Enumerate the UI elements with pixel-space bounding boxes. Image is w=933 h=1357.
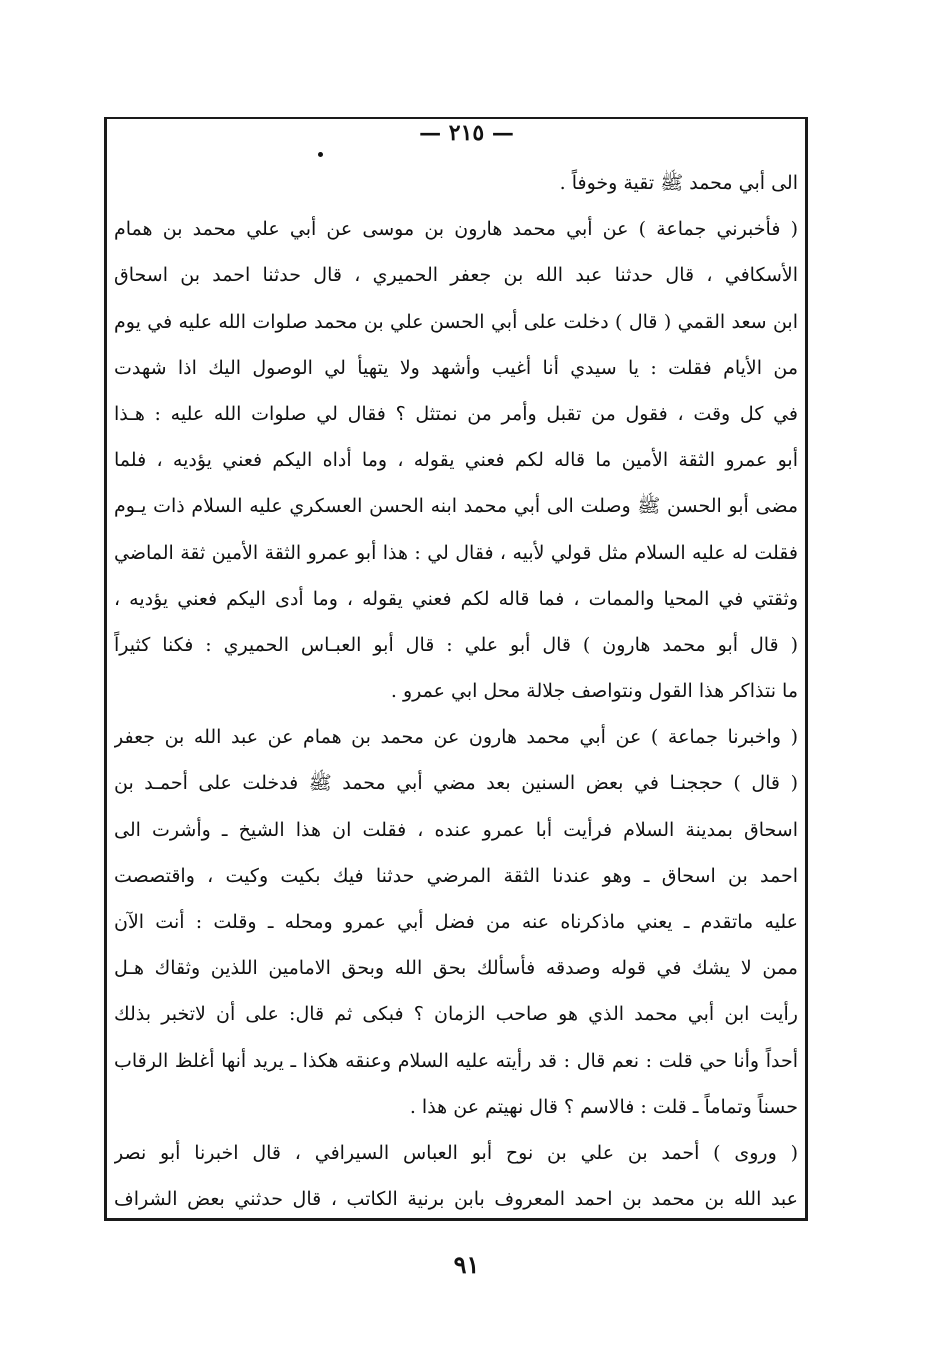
header-page-number: — ٢١٥ —	[419, 120, 514, 146]
text-line-10: وثقتي في المحيا والممات ، فما قاله لكم فعني يقوله ، وما أدى اليكم فعني يؤديه ،	[114, 587, 798, 610]
text-line-23: عبد الله بن محمد بن احمد المعروف بابن برنية الكاتب ، قال حدثني بعض الشراف	[114, 1188, 798, 1211]
text-line-13: ( واخبرنا جماعة ) عن أبي محمد هارون عن محمد بن همام عن عبد الله بن جعفر	[114, 726, 798, 749]
text-line-14: ( قال ) حججنـا في بعض السنين بعد مضي أبي محمد ﷺ فدخلت على أحمـد بن	[114, 772, 798, 795]
text-line-16: احمد بن اسحاق ـ وهو عندنا الثقة المرضي حدثنا فيك بكيت وكيت ، واقتصصت	[114, 864, 798, 887]
text-line-12: ما نتذاكر هذا القول ونتواصف جلالة محل ابي عمرو .	[390, 680, 798, 703]
text-line-7: أبو عمرو الثقة الأمين ما قاله لكم فعني يقوله ، وما أداه اليكم فعني يؤديه ، فلما	[114, 449, 798, 472]
text-line-5: من الأيام فقلت : يا سيدي أنا أغيب وأشهد ولا يتهيأ لي الوصول اليك اذا شهدت	[114, 356, 798, 379]
text-line-3: الأسكافي ، قال حدثنا عبد الله بن جعفر الحميري ، قال حدثنا احمد بن اسحاق	[114, 264, 798, 287]
text-line-19: رأيت ابن أبي محمد الذي هو صاحب الزمان ؟ فبكى ثم قال: على أن لاتخبر بذلك	[114, 1003, 798, 1026]
stray-dot-mark	[318, 152, 323, 157]
text-line-21: حسناً وتماماً ـ قلت : فالاسم ؟ قال نهيتم عن هذا .	[409, 1095, 798, 1118]
footer-page-number: ٩١	[453, 1250, 480, 1279]
text-line-8: مضى أبو الحسن ﷺ وصلت الى أبي محمد ابنه الحسن العسكري عليه السلام ذات يـوم	[114, 495, 798, 518]
text-line-9: فقلت له عليه السلام مثل قولي لأبيه ، فقال لي : هذا أبو عمرو الثقة الأمين ثقة الماضي	[114, 541, 798, 564]
text-line-1: الى أبي محمد ﷺ تقية وخوفاً .	[559, 172, 798, 194]
text-line-4: ابن سعد القمي ( قال ) دخلت على أبي الحسن علي بن محمد صلوات الله عليه في يوم	[114, 310, 798, 333]
text-line-11: ( قال أبو محمد هارون ) قال أبو علي : قال أبو العبـاس الحميري : فكنا كثيراً	[114, 633, 798, 656]
text-line-17: عليه ماتقدم ـ يعني ماذكرناه عنه من فضل أبي عمرو ومحله ـ وقلت : أنت الآن	[114, 911, 798, 933]
text-line-6: في كل وقت ، فقول من تقبل وأمر من نمتثل ؟ فقال لي صلوات الله عليه : هـذا	[114, 402, 798, 425]
text-line-2: ( فأخبرني جماعة ) عن أبي محمد هارون بن موسى عن أبي علي محمد بن همام	[114, 218, 798, 241]
text-line-20: أحداً وأنا حي قلت : نعم قال : قد رأيته عليه السلام وعنقه هكذا ـ يريد أنها أغلظ الرقاب	[114, 1049, 798, 1072]
text-line-22: ( وروى ) أحمد بن علي بن نوح أبو العباس السيرافي ، قال اخبرنا أبو نصر	[114, 1141, 798, 1164]
text-line-18: ممن لا يشك في قوله وصدقه فأسألك بحق الله وبحق الامامين اللذين وثقاك هـل	[114, 957, 798, 980]
text-line-15: اسحاق بمدينة السلام فرأيت أبا عمرو عنده ، فقلت ان هذا الشيخ ـ وأشرت الى	[114, 818, 798, 841]
main-text-body	[114, 160, 798, 1222]
